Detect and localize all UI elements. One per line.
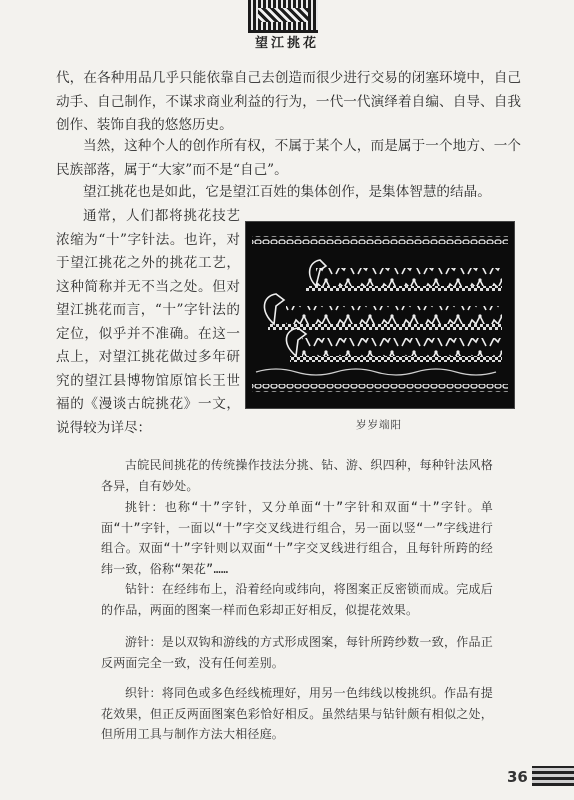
page-corner-ornament (532, 766, 574, 786)
body-paragraph-2: 当然，这种个人的创作所有权，不属于某个人，而是属于一个地方、一个民族部落，属于“大家”而不是“自己”。 (56, 138, 521, 178)
body-paragraph-4: 通常，人们都将挑花技艺浓缩为“十”字针法。也许，对于望江挑花之外的挑花工艺，这种简称并无不当之处。但对望江挑花而言，“十”字针法的定位，似乎并不准确。在这一点上，对望江挑花做过多年研究的望江县博物馆原馆长王世福的《漫谈古皖挑花》一文，说得较为详尽： (56, 208, 240, 436)
embroidery-figure (245, 221, 515, 409)
running-header-title: 望江挑花 (254, 36, 319, 51)
dragon-boat-embroidery-image (246, 222, 514, 408)
page-number: 36 (507, 768, 528, 786)
quote-paragraph-2: 挑针：也称“十”字针，又分单面“十”字针和双面“十”字针。单面“十”字针，一面以“十”字交叉线进行组合，另一面以竖“一”字线进行组合。双面“十”字针则以双面“十”字交叉线进行组合，且每针所跨的经纬一致，俗称“架花”…… (101, 500, 493, 576)
quote-paragraph-4: 游针：是以双钩和游线的方式形成图案，每针所跨纱数一致，作品正反两面完全一致，没有任何差别。 (101, 635, 493, 670)
body-paragraph-3: 望江挑花也是如此，它是望江百姓的集体创作，是集体智慧的结晶。 (83, 184, 491, 200)
header-ornament (248, 0, 318, 33)
body-paragraph-1: 代，在各种用品几乎只能依靠自己去创造而很少进行交易的闭塞环境中，自己动手、自己制作，不谋求商业利益的行为，一代一代演绎着自编、自导、自我创作、装饰自我的悠悠历史。 (56, 70, 521, 133)
figure-caption: 岁岁端阳 (356, 419, 402, 431)
quote-paragraph-5: 织针：将同色或多色经线梳理好，用另一色纬线以梭挑织。作品有提花效果，但正反两面图案色彩恰好相反。虽然结果与钻针颇有相似之处，但所用工具与制作方法大相径庭。 (101, 686, 493, 741)
quote-paragraph-3: 钻针：在经纬布上，沿着经向或纬向，将图案正反密锁而成。完成后的作品，两面的图案一样而色彩却正好相反，似提花效果。 (101, 582, 493, 617)
quote-paragraph-1: 古皖民间挑花的传统操作技法分挑、钻、游、织四种，每种针法风格各异，自有妙处。 (101, 458, 493, 493)
